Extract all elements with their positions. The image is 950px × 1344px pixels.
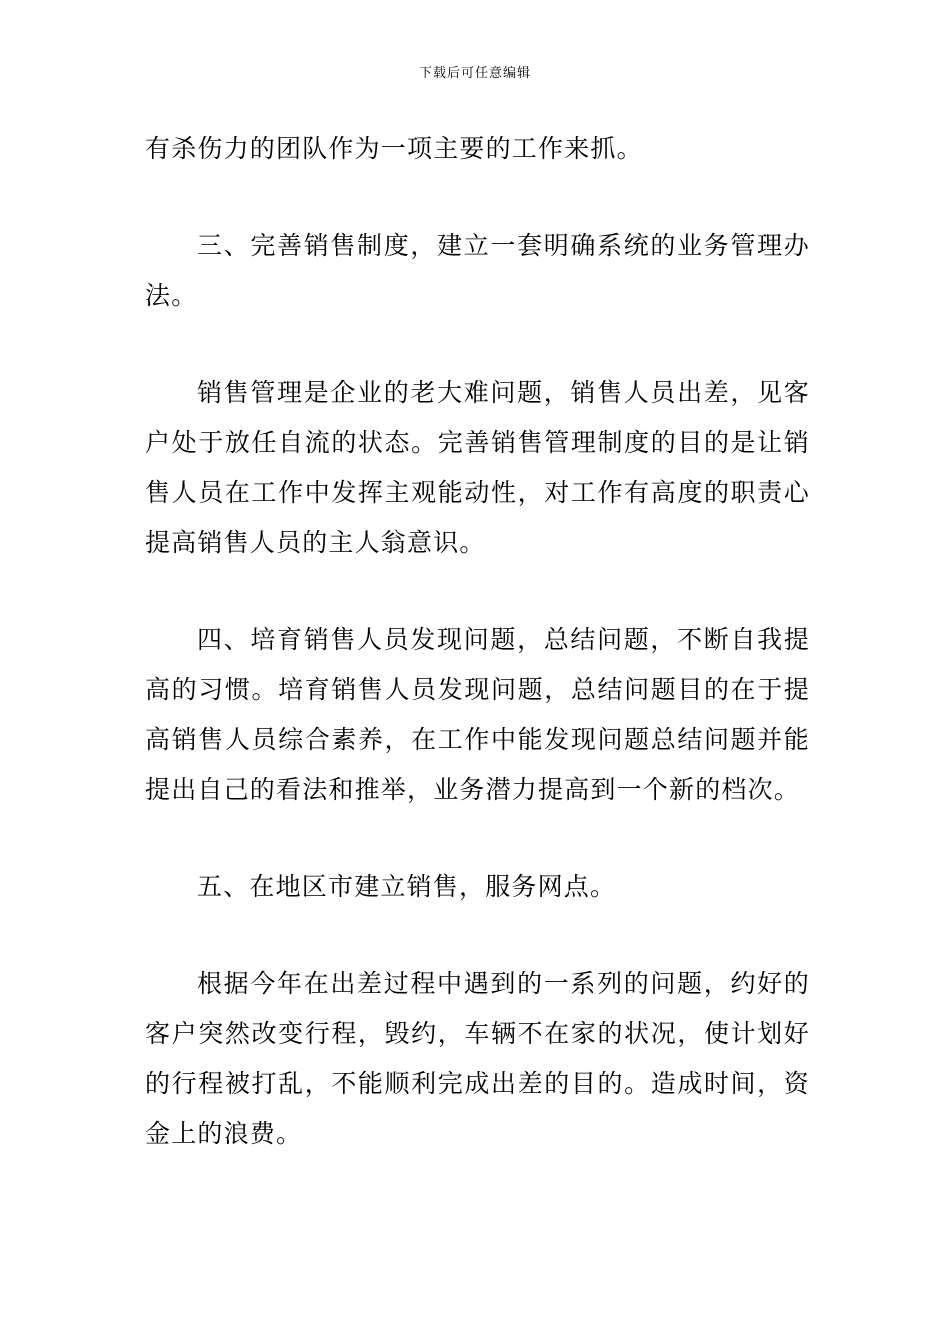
paragraph-sales-management: 销售管理是企业的老大难问题，销售人员出差，见客户处于放任自流的状态。完善销售管理制度的目的是让销售人员在工作中发挥主观能动性，对工作有高度的职责心提高销售人员的主人翁意识。 [145,378,810,557]
paragraph-section-three-heading: 三、完善销售制度，建立一套明确系统的业务管理办法。 [145,231,810,310]
paragraph-section-five-heading: 五、在地区市建立销售，服务网点。 [197,872,617,901]
paragraph-section-four: 四、培育销售人员发现问题，总结问题，不断自我提高的习惯。培育销售人员发现问题，总结问题目的在于提高销售人员综合素养，在工作中能发现问题总结问题并能提出自己的看法和推举，业务潜力提高到一个新的档次。 [145,625,810,804]
paragraph-continuation: 有杀伤力的团队作为一项主要的工作来抓。 [145,134,643,163]
document-body [145,124,810,1159]
page-header: 下载后可任意编辑 [418,66,531,81]
paragraph-travel-problems: 根据今年在出差过程中遇到的一系列的问题，约好的客户突然改变行程，毁约，车辆不在家的状况，使计划好的行程被打乱，不能顺利完成出差的目的。造成时间，资金上的浪费。 [145,969,810,1148]
